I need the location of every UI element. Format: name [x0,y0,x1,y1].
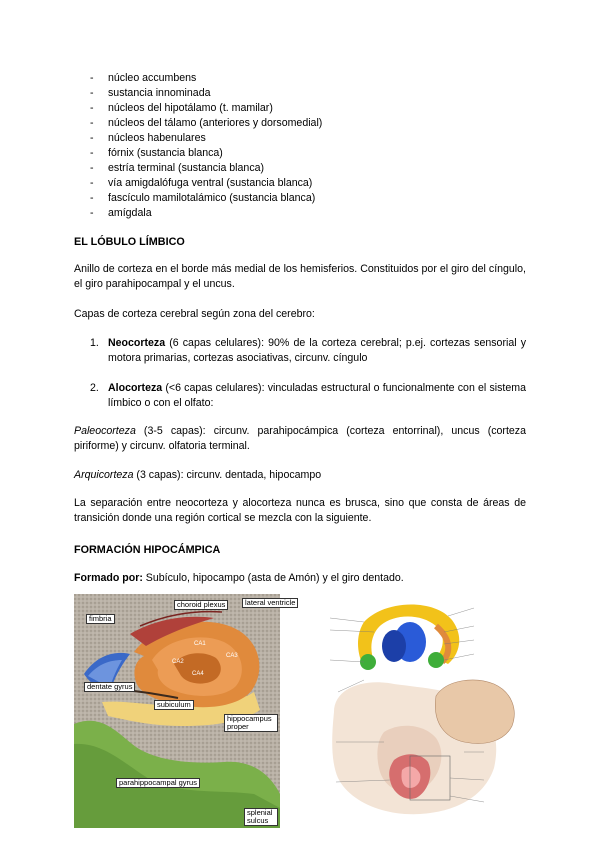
arqui-text: (3 capas): circunv. dentada, hipocampo [133,469,322,481]
list-item-text: fórnix (sustancia blanca) [108,147,223,159]
list-item-text: núcleos del tálamo (anteriores y dorsomedial) [108,117,323,129]
label-ca3: CA3 [226,653,238,659]
list-item [90,161,322,176]
list-item [90,206,322,221]
list-item-text: vía amigdalófuga ventral (sustancia blanca) [108,177,313,189]
limbic-illustration [324,592,520,828]
paleo-text: (3-5 capas): circunv. parahipocámpica (corteza entorrinal), uncus (corteza piriforme) y circunv. olfatoria terminal. [74,425,526,452]
term-arquicorteza: Arquicorteza [74,469,134,481]
label-ca1: CA1 [194,641,206,647]
list-dash: - [90,207,94,219]
label-splenial-sulcus: splenial sulcus [244,808,278,826]
list-dash: - [90,117,94,129]
label-hippocampus-proper: hippocampus proper [224,714,278,732]
heading-hippocampal-formation: FORMACIÓN HIPOCÁMPICA [74,544,221,556]
list-item-text: núcleos del hipotálamo (t. mamilar) [108,102,273,114]
list-item [90,71,322,86]
list-item [90,191,322,206]
numbered-item-alocorteza [90,381,526,411]
list-dash: - [90,162,94,174]
list-dash: - [90,132,94,144]
list-item-text: fascículo mamilotalámico (sustancia blanca) [108,192,316,204]
list-item-text: sustancia innominada [108,87,211,99]
item-number: 2. [90,382,99,394]
paragraph-capas: Capas de corteza cerebral según zona del cerebro: [74,308,315,320]
list-item [90,146,322,161]
list-item [90,131,322,146]
label-fimbria: fimbria [86,614,115,624]
heading-limbic-lobe: EL LÓBULO LÍMBICO [74,236,185,248]
label-dentate-gyrus: dentate gyrus [84,682,135,692]
numbered-item-neocorteza [90,336,526,366]
formado-label: Formado por: [74,572,143,584]
list-item-text: estría terminal (sustancia blanca) [108,162,265,174]
structures-list [90,71,322,221]
paragraph-limbic: Anillo de corteza en el borde más medial de los hemisferios. Constituidos por el giro del cíngulo, el giro parahipocampal y el uncus. [74,263,526,290]
label-ca4: CA4 [192,671,204,677]
list-item-text: núcleos habenulares [108,132,206,144]
list-item [90,86,322,101]
list-dash: - [90,147,94,159]
list-item-text: amígdala [108,207,152,219]
limbic-system-figure [324,592,520,828]
paragraph-paleocorteza [74,424,526,454]
paragraph-formado-por [74,571,526,586]
label-lateral-ventricle: lateral ventricle [242,598,298,608]
term-neocorteza: Neocorteza [108,337,166,349]
list-dash: - [90,192,94,204]
hippocampus-illustration [74,594,280,828]
label-ca2: CA2 [172,659,184,665]
label-choroid-plexus: choroid plexus [174,600,228,610]
label-subiculum: subiculum [154,700,194,710]
list-dash: - [90,87,94,99]
label-parahippocampal-gyrus: parahippocampal gyrus [116,778,200,788]
list-item [90,116,322,131]
paragraph-arquicorteza [74,468,526,483]
list-item-text: núcleo accumbens [108,72,197,84]
item-number: 1. [90,337,99,349]
item-text: (6 capas celulares): 90% de la corteza cerebral; p.ej. cortezas sensorial y motora primarias, cortezas asociativas, circunv. cíngulo [108,337,526,364]
list-dash: - [90,102,94,114]
list-dash: - [90,72,94,84]
hippocampus-section-figure [74,594,296,828]
list-item [90,101,322,116]
formado-text: Subículo, hipocampo (asta de Amón) y el giro dentado. [142,572,404,584]
list-item [90,176,322,191]
item-text: (<6 capas celulares): vinculadas estructural o funcionalmente con el sistema límbico o con el olfato: [108,382,526,409]
term-alocorteza: Alocorteza [108,382,163,394]
list-dash: - [90,177,94,189]
paragraph-separacion: La separación entre neocorteza y alocorteza nunca es brusca, sino que consta de áreas de transición donde una región cortical se mezcla con la siguiente. [74,497,526,524]
term-paleocorteza: Paleocorteza [74,425,136,437]
